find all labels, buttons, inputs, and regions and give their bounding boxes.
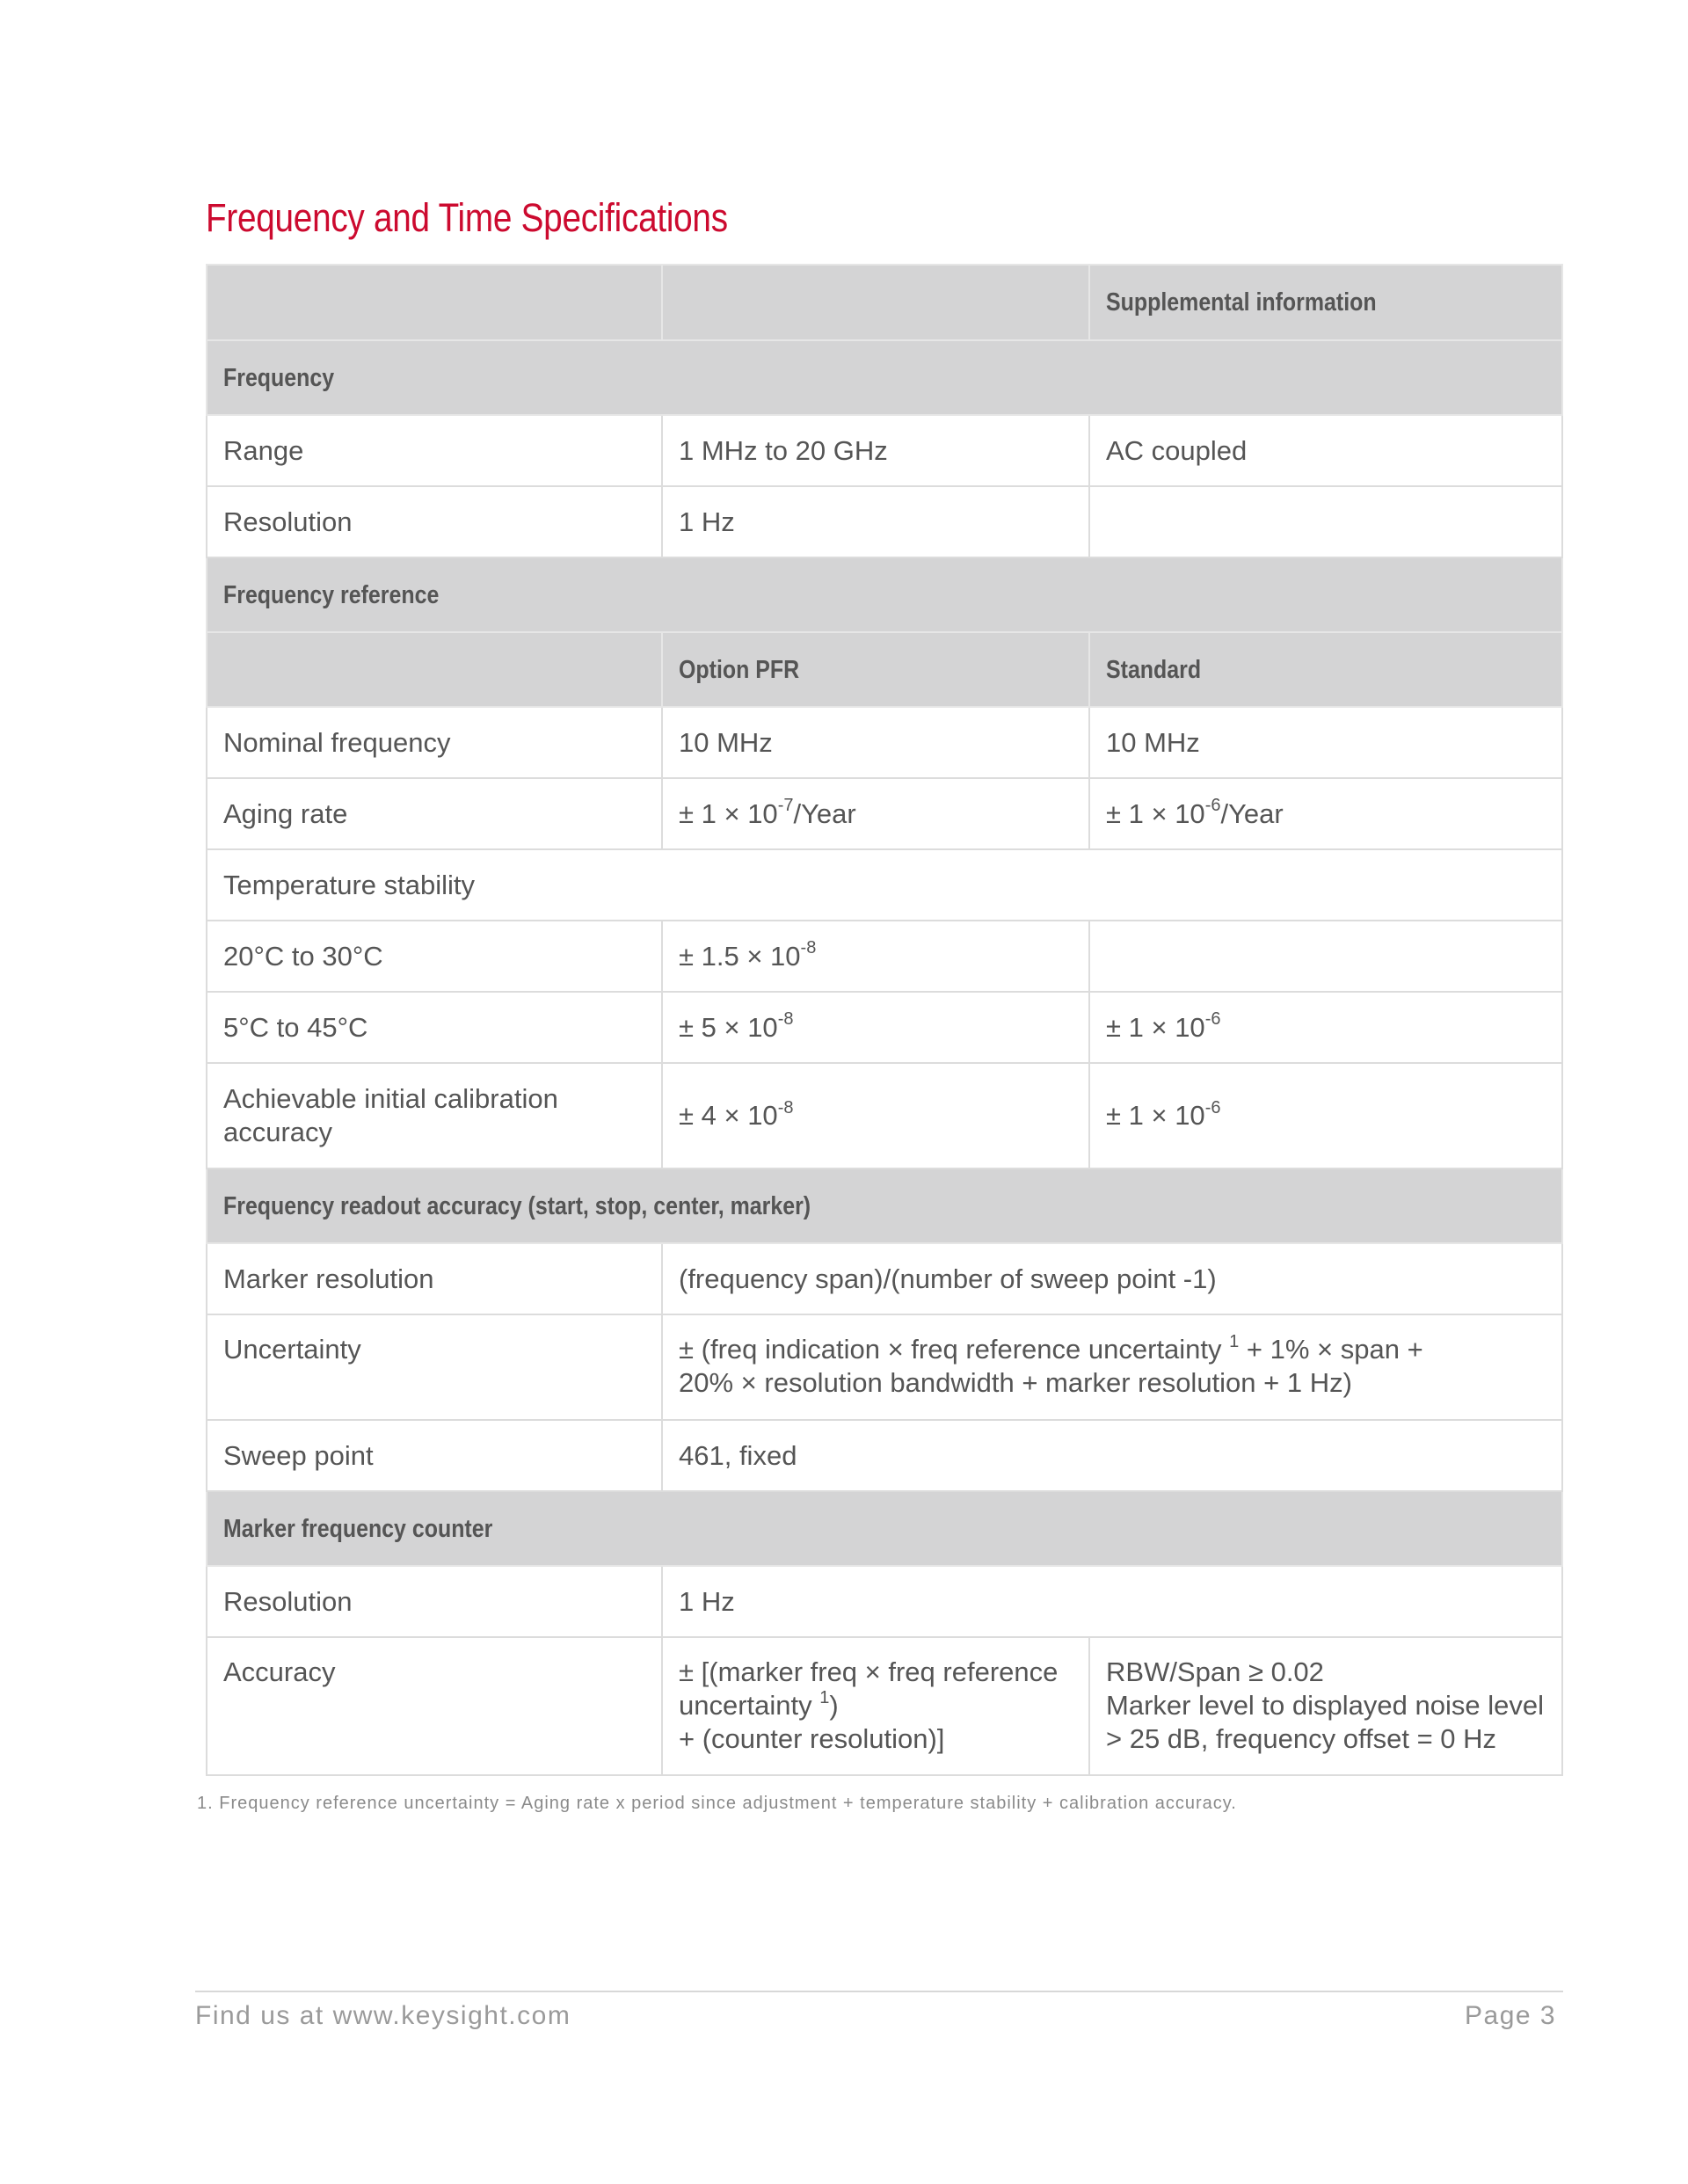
footer-website: Find us at www.keysight.com bbox=[195, 2001, 571, 2030]
row-value: ± [(marker freq × freq reference uncertainty $^1$) + (counter resolution)] bbox=[662, 1637, 1089, 1775]
header-cell-empty bbox=[207, 265, 662, 340]
section-readout-accuracy: Frequency readout accuracy (start, stop, center, marker) bbox=[207, 1168, 1562, 1243]
row-supplemental: ± $1 \times 10^{-6}$/Year bbox=[1089, 778, 1562, 849]
section-frequency: Frequency bbox=[207, 340, 1562, 415]
row-value: ± $1 \times 10^{-7}$/Year bbox=[662, 778, 1089, 849]
row-value: ± $4 \times 10^{-8}$ bbox=[662, 1063, 1089, 1168]
section-header-row bbox=[207, 557, 1562, 632]
row-label: Nominal frequency bbox=[207, 707, 662, 778]
section-header-row bbox=[207, 1168, 1562, 1243]
row-value: (frequency span)/(number of sweep point -1) bbox=[662, 1243, 1562, 1314]
row-label: Sweep point bbox=[207, 1420, 662, 1491]
section-header-row bbox=[207, 340, 1562, 415]
row-value: 461, fixed bbox=[662, 1420, 1562, 1491]
page-title: Frequency and Time Specifications bbox=[206, 195, 728, 240]
row-label: Uncertainty bbox=[207, 1314, 662, 1420]
table-row bbox=[207, 1637, 1562, 1775]
row-label: Achievable initial calibration accuracy bbox=[207, 1063, 662, 1168]
table-row bbox=[207, 778, 1562, 849]
row-value: ± $5 \times 10^{-8}$ bbox=[662, 992, 1089, 1063]
spec-table bbox=[206, 264, 1563, 1776]
row-supplemental: 10 MHz bbox=[1089, 707, 1562, 778]
row-supplemental bbox=[1089, 921, 1562, 992]
table-row bbox=[207, 707, 1562, 778]
row-label: 5°C to 45°C bbox=[207, 992, 662, 1063]
table-row bbox=[207, 1566, 1562, 1637]
row-label: Range bbox=[207, 415, 662, 486]
section-header-row bbox=[207, 1491, 1562, 1566]
header-option-pfr: Option PFR bbox=[662, 632, 1089, 707]
table-row bbox=[207, 921, 1562, 992]
section-marker-counter: Marker frequency counter bbox=[207, 1491, 1562, 1566]
row-value: 1 Hz bbox=[662, 1566, 1562, 1637]
section-frequency-reference: Frequency reference bbox=[207, 557, 1562, 632]
table-row bbox=[207, 849, 1562, 921]
table-row bbox=[207, 486, 1562, 557]
header-cell-empty bbox=[662, 265, 1089, 340]
table-row bbox=[207, 1063, 1562, 1168]
table-row bbox=[207, 1420, 1562, 1491]
row-label: Accuracy bbox=[207, 1637, 662, 1775]
footer-divider bbox=[195, 1991, 1563, 1992]
row-supplemental: RBW/Span ≥ 0.02 Marker level to displayed noise level > 25 dB, frequency offset = 0 Hz bbox=[1089, 1637, 1562, 1775]
table-row bbox=[207, 1314, 1562, 1420]
row-supplemental bbox=[1089, 486, 1562, 557]
row-label: Marker resolution bbox=[207, 1243, 662, 1314]
header-standard: Standard bbox=[1089, 632, 1562, 707]
subheader-row bbox=[207, 632, 1562, 707]
table-row bbox=[207, 992, 1562, 1063]
row-value: ± $1.5 \times 10^{-8}$ bbox=[662, 921, 1089, 992]
table-row bbox=[207, 415, 1562, 486]
row-supplemental: ± $1 \times 10^{-6}$ bbox=[1089, 992, 1562, 1063]
footnote: 1. Frequency reference uncertainty = Aging rate x period since adjustment + temperature stability + calibration accuracy. bbox=[197, 1794, 1237, 1813]
row-value: 1 MHz to 20 GHz bbox=[662, 415, 1089, 486]
row-label: Aging rate bbox=[207, 778, 662, 849]
header-cell-empty bbox=[207, 632, 662, 707]
footer-page-number: Page 3 bbox=[1465, 2001, 1557, 2030]
row-label: 20°C to 30°C bbox=[207, 921, 662, 992]
header-supplemental: Supplemental information bbox=[1089, 265, 1562, 340]
table-header-row bbox=[207, 265, 1562, 340]
table-row bbox=[207, 1243, 1562, 1314]
row-supplemental: ± $1 \times 10^{-6}$ bbox=[1089, 1063, 1562, 1168]
row-label: Resolution bbox=[207, 1566, 662, 1637]
row-value: ± (freq indication × freq reference uncertainty $^1$ + 1% × span + 20% × resolution bandwidth + marker resolution + 1 Hz) bbox=[662, 1314, 1562, 1420]
row-value: 10 MHz bbox=[662, 707, 1089, 778]
row-supplemental: AC coupled bbox=[1089, 415, 1562, 486]
row-label: Resolution bbox=[207, 486, 662, 557]
row-value: 1 Hz bbox=[662, 486, 1089, 557]
row-label: Temperature stability bbox=[207, 849, 1562, 921]
